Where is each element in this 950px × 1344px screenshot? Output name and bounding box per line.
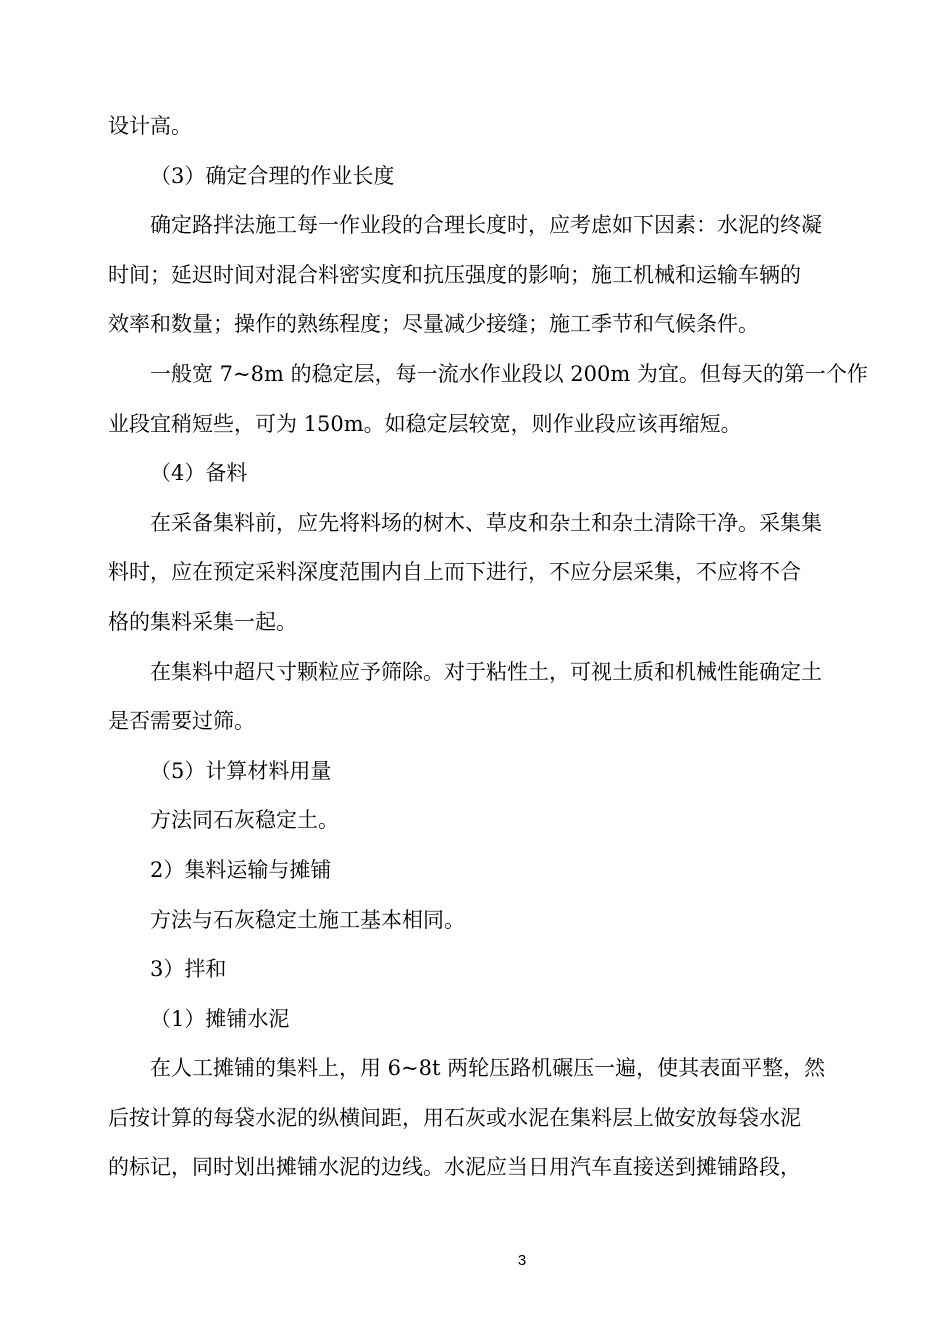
text-line: 后按计算的每袋水泥的纵横间距，用石灰或水泥在集料层上做安放每袋水泥 [108,1105,801,1130]
text-line: 确定路拌法施工每一作业段的合理长度时，应考虑如下因素：水泥的终凝 [150,213,822,238]
text-line: 方法与石灰稳定土施工基本相同。 [150,907,465,932]
text-line: 效率和数量；操作的熟练程度；尽量减少接缝；施工季节和气候条件。 [108,312,759,337]
section-heading: （5）计算材料用量 [150,758,332,783]
text-line: 时间；延迟时间对混合料密实度和抗压强度的影响；施工机械和运输车辆的 [108,262,801,287]
section-heading: （4）备料 [150,461,248,486]
text-line: 在采备集料前，应先将料场的树木、草皮和杂土和杂土清除干净。采集集 [150,510,822,535]
text-line: 格的集料采集一起。 [108,609,297,634]
text-line: 是否需要过筛。 [108,709,255,734]
text-line: 设计高。 [108,114,192,138]
section-heading: （1）摊铺水泥 [150,1006,290,1031]
text-line: 在人工摊铺的集料上，用 6~8t 两轮压路机碾压一遍，使其表面平整，然 [150,1056,826,1081]
page-number: 3 [517,1252,527,1269]
text-line: 一般宽 7~8m 的稳定层，每一流水作业段以 200m 为宜。但每天的第一个作 [150,361,868,386]
text-line: 业段宜稍短些，可为 150m。如稳定层较宽，则作业段应该再缩短。 [108,411,742,436]
section-heading: （3）确定合理的作业长度 [150,163,395,188]
text-line: 料时，应在预定采料深度范围内自上而下进行，不应分层采集，不应将不合 [108,560,801,585]
section-heading: 2）集料运输与摊铺 [150,857,332,882]
text-line: 方法同石灰稳定土。 [150,808,339,833]
section-heading: 3）拌和 [150,957,227,982]
document-body [108,102,868,1193]
text-line: 的标记，同时划出摊铺水泥的边线。水泥应当日用汽车直接送到摊铺路段， [108,1155,801,1180]
text-line: 在集料中超尺寸颗粒应予筛除。对于粘性土，可视土质和机械性能确定土 [150,659,822,684]
